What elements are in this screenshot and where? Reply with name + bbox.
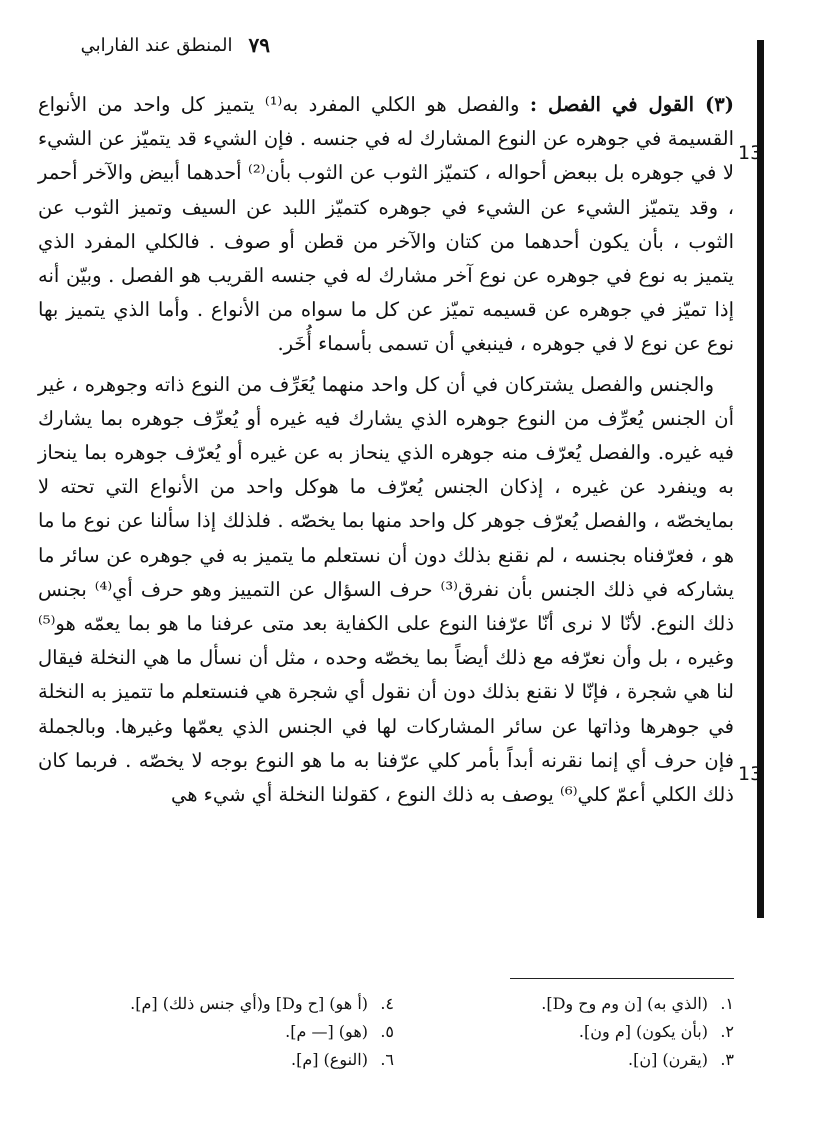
- section-heading: (٣) القول في الفصل :: [529, 93, 734, 116]
- footnote-text: (الذي به) [ن وم وح وD].: [541, 994, 708, 1013]
- footnote: [394, 1046, 734, 1074]
- footnote-number: ٤.: [380, 994, 394, 1013]
- footnote: [394, 990, 734, 1018]
- running-header: [40, 30, 270, 60]
- margin-rule: [757, 40, 764, 918]
- footnote-number: ١.: [720, 994, 734, 1013]
- footnote-text: (أ هو) [ح وD] و(أي جنس ذلك) [م].: [130, 994, 368, 1013]
- footnote-text: (النوع) [م].: [290, 1050, 368, 1069]
- footnote-text: (هو) [— م].: [285, 1022, 368, 1041]
- footnote-number: ٢.: [720, 1022, 734, 1041]
- paragraph-text: والفصل هو الكلي المفرد به⁽¹⁾ يتميز كل واحد من الأنواع القسيمة في جوهره عن النوع المشارك له في جنسه . فإن الشيء قد يتميّز عن الشيء لا في جوهره بل ببعض أحواله ، كتميّز الثوب عن الثوب بأن⁽²⁾ أحدهما أبيض والآخر أحمر ، وقد يتميّز الشيء عن الشيء في جوهره كتميّز اللبد عن السيف وتميز الثوب عن الثوب ، بأن يكون أحدهما من كتان والآخر من قطن أو صوف . فالكلي المفرد الذي يتميز به نوع في جوهره عن نوع آخر مشارك له في جنسه القريب هو الفصل . وبيّن أنه إذا تميّز في جوهره عن قسيمه تميّز عن كل ما سواه من الأنواع . وأما الذي يتميز بها نوع عن نوع لا في جوهره ، فينبغي أن تسمى بأسماء أُخَر.: [38, 93, 734, 356]
- main-text: [38, 88, 734, 812]
- footnotes: [56, 990, 734, 1074]
- paragraph-text: والجنس والفصل يشتركان في أن كل واحد منهما يُعَرِّف من النوع ذاته وجوهره ، غير أن الجنس يُعرِّف من النوع جوهره الذي يشارك فيه غيره أو يُعرِّف جوهره بما يشارك فيه غيره. والفصل يُعرّف منه جوهره الذي ينحاز به عن غيره أو يُعرّف جوهره بما ينحاز به وينفرد عن غيره ، إذكان الجنس يُعرّف ما هوكل واحد من الأنواع التي تحته لا بمايخصّه ، والفصل يُعرّف جوهر كل واحد منها بما يخصّه . فلذلك إذا سألنا عن نوع ما ما هو ، فعرّفناه بجنسه ، لم نقنع بذلك دون أن نستعلم ما يتميز به في جوهره عن سائر ما يشاركه في ذلك الجنس بأن نفرق⁽³⁾ حرف السؤال عن التمييز وهو حرف أي⁽⁴⁾ بجنس ذلك النوع. لأنّا لا نرى أنّا عرّفنا النوع على الكفاية بعد متى عرفنا ما هو بما يعمّه هو⁽⁵⁾ وغيره ، بل وأن نعرّفه مع ذلك أيضاً بما يخصّه وحده ، مثل أن نسأل ما هي النخلة فيقال لنا هي شجرة ، فإنّا لا نقنع بذلك دون أن نقول أي شجرة هي فنستعلم ما تتميز به النخلة في جوهرها وذاتها عن سائر المشاركات لها في الجنس الذي يعمّها وغيرها. وبالجملة فإن حرف أي إنما نقرنه أبداً بأمر كلي عرّفنا به ما هو النوع بوجه لا يخصّه . فربما كان ذلك الكلي أعمّ كلي⁽⁶⁾ يوصف به ذلك النوع ، كقولنا النخلة أي شيء هي: [38, 372, 735, 807]
- footnote: [56, 990, 394, 1018]
- footnote: [394, 1018, 734, 1046]
- margin-line-marker: 13: [738, 142, 763, 164]
- page-number: ٧٩: [248, 33, 270, 57]
- footnote-number: ٦.: [380, 1050, 394, 1069]
- footnote-text: (بأن يكون) [م ون].: [578, 1022, 708, 1041]
- footnote-text: (يقرن) [ن].: [627, 1050, 708, 1069]
- footnote: [56, 1018, 394, 1046]
- margin-line-marker: 13: [738, 763, 763, 785]
- footnote: [56, 1046, 394, 1074]
- footnote-number: ٥.: [380, 1022, 394, 1041]
- running-title: المنطق عند الفارابي: [80, 34, 233, 56]
- paragraph: [38, 368, 734, 813]
- paragraph: [38, 88, 734, 362]
- footnote-divider: [510, 978, 734, 979]
- footnote-number: ٣.: [720, 1050, 734, 1069]
